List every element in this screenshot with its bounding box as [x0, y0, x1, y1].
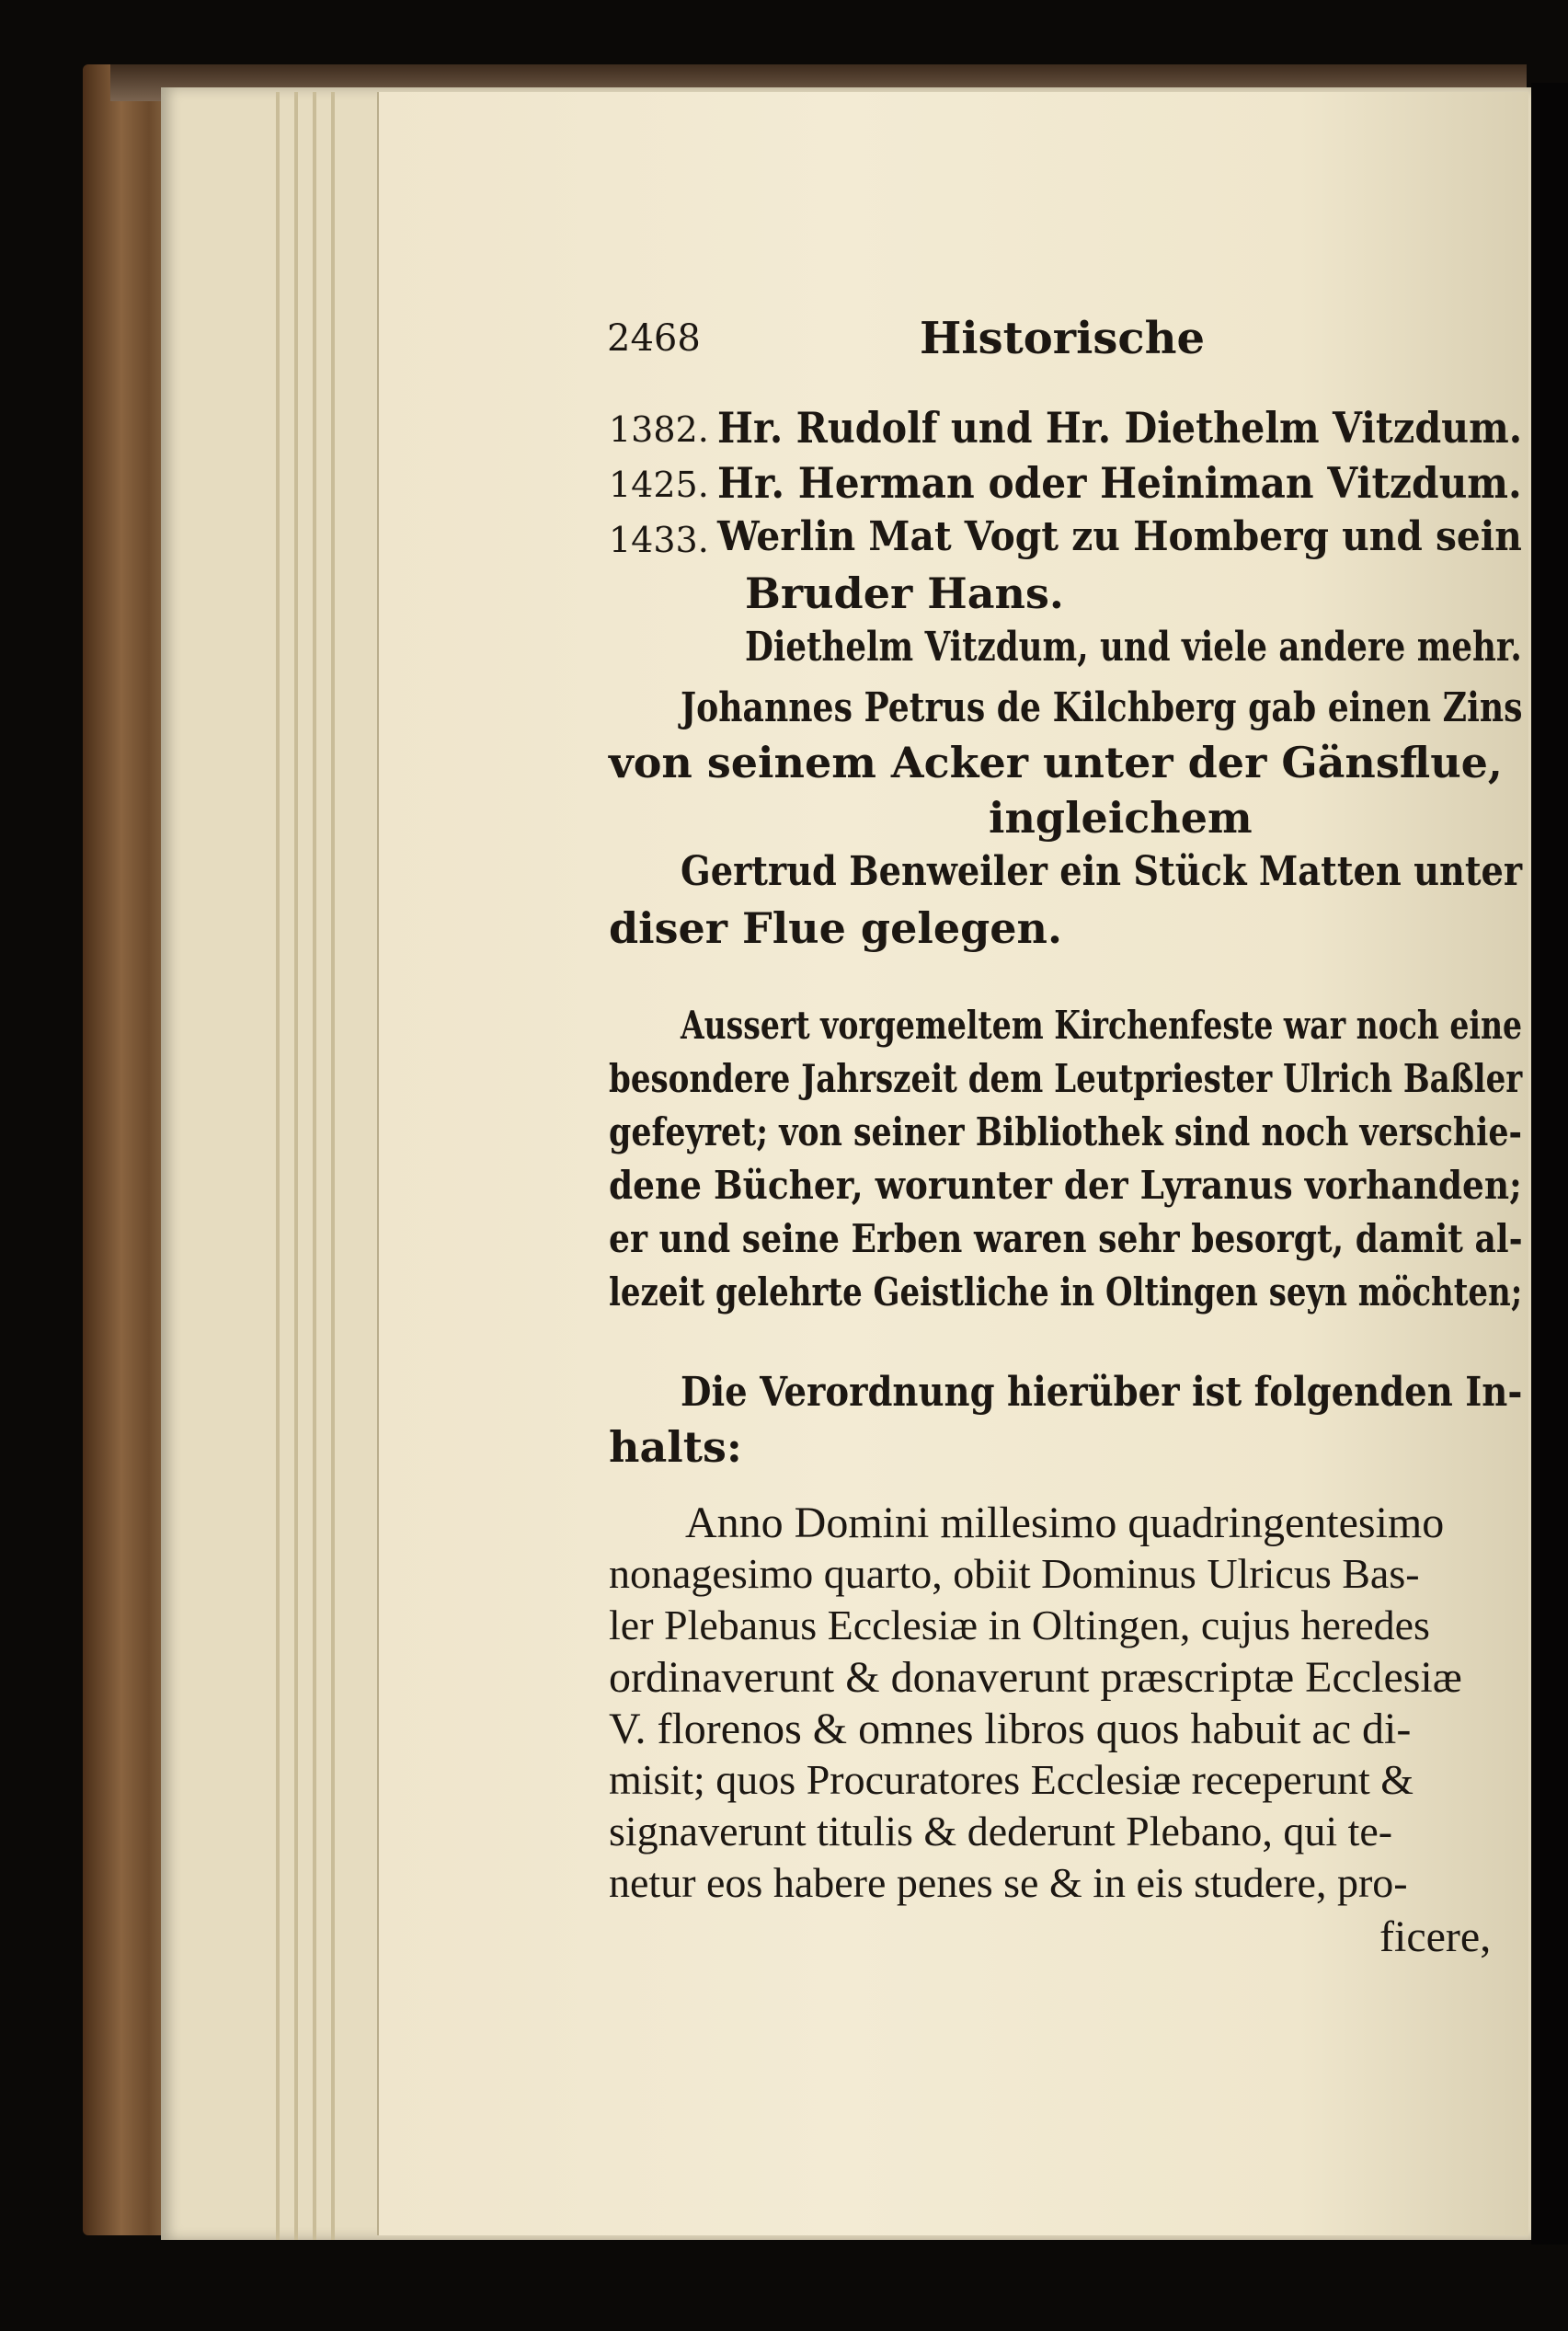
paragraph-line: halts: [609, 1422, 742, 1472]
latin-line: misit; quos Procuratores Ecclesiæ receperunt & [609, 1756, 1414, 1803]
latin-line: nonagesimo quarto, obiit Dominus Ulricus Bas- [609, 1550, 1420, 1597]
catchword: ficere, [1379, 1912, 1492, 1961]
paragraph-line: lezeit gelehrte Geistliche in Oltingen seyn möchten; [609, 1269, 1523, 1315]
paragraph-line: ingleichem [989, 793, 1253, 843]
paragraph-line: gefeyret; von seiner Bibliothek sind noch verschie- [609, 1109, 1522, 1154]
entry-year: 1382. [609, 409, 709, 450]
entry-year: 1433. [609, 520, 709, 560]
latin-line: V. florenos & omnes libros quos habuit ac di- [609, 1705, 1412, 1753]
latin-line: ler Plebanus Ecclesiæ in Oltingen, cujus heredes [609, 1602, 1430, 1648]
page-edge [294, 92, 298, 2240]
entry-continuation: Bruder Hans. [745, 568, 1064, 618]
page-edge [331, 92, 335, 2240]
paragraph-line: Aussert vorgemeltem Kirchenfeste war noch eine [681, 1003, 1523, 1048]
page-edge [313, 92, 316, 2240]
page-number: 2468 [607, 317, 701, 360]
paragraph-line: Johannes Petrus de Kilchberg gab einen Zins [681, 684, 1523, 731]
paragraph-line: Die Verordnung hierüber ist folgenden In- [681, 1369, 1523, 1416]
latin-line: ordinaverunt & donaverunt præscriptæ Ecclesiæ [609, 1653, 1462, 1702]
latin-line: netur eos habere penes se & in eis studere, pro- [609, 1859, 1408, 1906]
paragraph-line: Gertrud Benweiler ein Stück Matten unter [681, 848, 1523, 895]
gutter-shadow [1531, 83, 1568, 2245]
paragraph-line: diser Flue gelegen. [609, 903, 1062, 953]
paragraph-line: er und seine Erben waren sehr besorgt, damit al- [609, 1216, 1523, 1261]
latin-line: Anno Domini millesimo quadringentesimo [685, 1498, 1445, 1547]
entry-text: Hr. Rudolf und Hr. Diethelm Vitzdum. [717, 403, 1523, 453]
paragraph-line: von seinem Acker unter der Gänsflue, [609, 738, 1503, 787]
latin-line: signaverunt titulis & dederunt Plebano, qui te- [609, 1808, 1393, 1854]
running-title: Historische [920, 313, 1206, 364]
entry-continuation: Diethelm Vitzdum, und viele andere mehr. [745, 624, 1522, 671]
paragraph-line: dene Bücher, worunter der Lyranus vorhanden; [609, 1163, 1522, 1208]
entry-text: Werlin Mat Vogt zu Homberg und sein [717, 513, 1522, 560]
page-edge [276, 92, 280, 2240]
entry-text: Hr. Herman oder Heiniman Vitzdum. [717, 458, 1522, 508]
paragraph-line: besondere Jahrszeit dem Leutpriester Ulrich Baßler [609, 1056, 1523, 1101]
entry-year: 1425. [609, 465, 709, 505]
